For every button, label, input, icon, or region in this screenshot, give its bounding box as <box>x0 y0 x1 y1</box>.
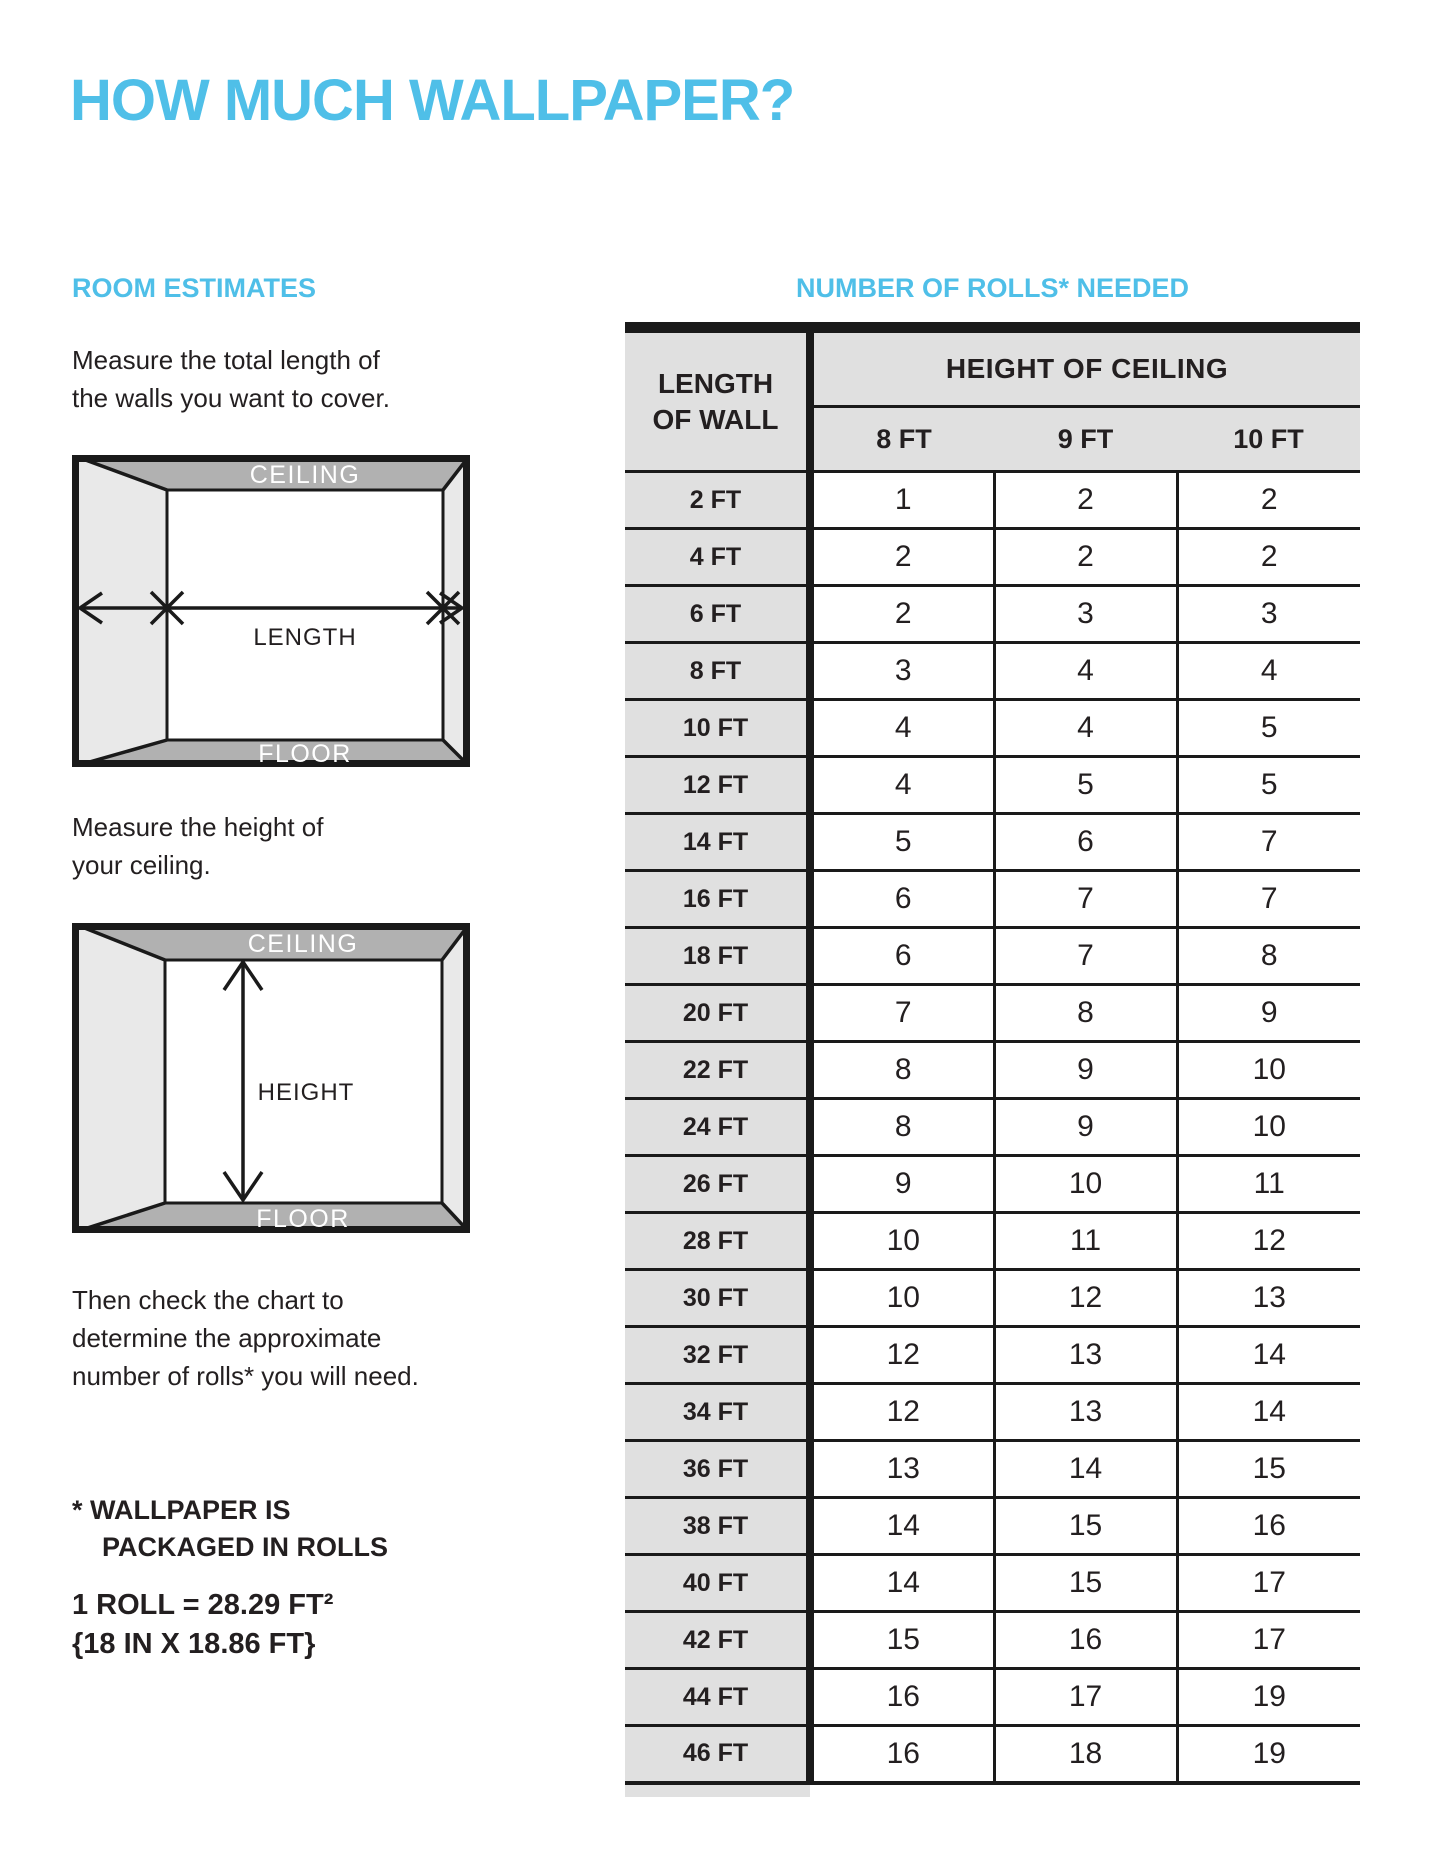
column-header-10ft: 10 FT <box>1177 407 1360 472</box>
row-label: 28 FT <box>625 1213 810 1270</box>
roll-count-cell: 4 <box>994 700 1177 757</box>
roll-size-info: 1 ROLL = 28.29 FT² {18 IN X 18.86 FT} <box>72 1589 334 1660</box>
row-label: 4 FT <box>625 529 810 586</box>
row-label: 40 FT <box>625 1555 810 1612</box>
roll-count-cell: 16 <box>810 1669 994 1726</box>
roll-count-cell: 14 <box>1177 1327 1360 1384</box>
table-row <box>625 586 1360 643</box>
room-estimates-heading: ROOM ESTIMATES <box>72 273 317 303</box>
row-label: 30 FT <box>625 1270 810 1327</box>
rolls-table-body <box>625 472 1360 1783</box>
table-row <box>625 1099 1360 1156</box>
column-header-8ft: 8 FT <box>810 407 994 472</box>
roll-count-cell: 16 <box>810 1726 994 1783</box>
roll-count-cell: 3 <box>810 643 994 700</box>
table-row <box>625 757 1360 814</box>
table-row <box>625 1384 1360 1441</box>
step3-text: Then check the chart to determine the approximate number of rolls* you will need. <box>72 1285 419 1391</box>
table-top-bar <box>625 322 1360 333</box>
roll-count-cell: 2 <box>810 529 994 586</box>
table-row <box>625 1441 1360 1498</box>
roll-count-cell: 2 <box>810 586 994 643</box>
roll-count-cell: 17 <box>1177 1612 1360 1669</box>
row-label: 34 FT <box>625 1384 810 1441</box>
roll-count-cell: 9 <box>1177 985 1360 1042</box>
table-row <box>625 871 1360 928</box>
table-row <box>625 1555 1360 1612</box>
table-row <box>625 928 1360 985</box>
table-row <box>625 472 1360 529</box>
roll-count-cell: 19 <box>1177 1726 1360 1783</box>
roll-count-cell: 12 <box>1177 1213 1360 1270</box>
roll-count-cell: 7 <box>1177 814 1360 871</box>
roll-count-cell: 2 <box>1177 472 1360 529</box>
roll-count-cell: 4 <box>810 757 994 814</box>
table-row <box>625 643 1360 700</box>
ceiling-label: CEILING <box>249 461 361 489</box>
table-row <box>625 1270 1360 1327</box>
roll-count-cell: 12 <box>810 1384 994 1441</box>
table-row <box>625 1327 1360 1384</box>
row-label: 44 FT <box>625 1669 810 1726</box>
row-label: 8 FT <box>625 643 810 700</box>
roll-count-cell: 10 <box>810 1270 994 1327</box>
roll-count-cell: 10 <box>994 1156 1177 1213</box>
table-row <box>625 700 1360 757</box>
roll-count-cell: 1 <box>810 472 994 529</box>
row-label: 22 FT <box>625 1042 810 1099</box>
roll-count-cell: 9 <box>994 1042 1177 1099</box>
roll-count-cell: 14 <box>1177 1384 1360 1441</box>
roll-count-cell: 10 <box>1177 1042 1360 1099</box>
roll-count-cell: 12 <box>810 1327 994 1384</box>
roll-count-cell: 5 <box>1177 700 1360 757</box>
row-label: 6 FT <box>625 586 810 643</box>
roll-count-cell: 19 <box>1177 1669 1360 1726</box>
roll-count-cell: 10 <box>810 1213 994 1270</box>
roll-count-cell: 8 <box>994 985 1177 1042</box>
table-row <box>625 814 1360 871</box>
roll-count-cell: 16 <box>994 1612 1177 1669</box>
roll-count-cell: 8 <box>810 1099 994 1156</box>
roll-count-cell: 3 <box>994 586 1177 643</box>
row-label: 24 FT <box>625 1099 810 1156</box>
row-label: 14 FT <box>625 814 810 871</box>
roll-count-cell: 7 <box>1177 871 1360 928</box>
roll-count-cell: 5 <box>994 757 1177 814</box>
table-row <box>625 1042 1360 1099</box>
roll-count-cell: 7 <box>994 871 1177 928</box>
roll-count-cell: 13 <box>994 1384 1177 1441</box>
roll-count-cell: 7 <box>810 985 994 1042</box>
roll-count-cell: 4 <box>810 700 994 757</box>
roll-count-cell: 13 <box>1177 1270 1360 1327</box>
page-title: HOW MUCH WALLPAPER? <box>70 68 795 133</box>
row-label: 18 FT <box>625 928 810 985</box>
roll-count-cell: 14 <box>994 1441 1177 1498</box>
step1-text: Measure the total length of the walls you want to cover. <box>72 345 390 413</box>
table-row <box>625 1669 1360 1726</box>
roll-count-cell: 8 <box>810 1042 994 1099</box>
roll-count-cell: 7 <box>994 928 1177 985</box>
roll-count-cell: 15 <box>810 1612 994 1669</box>
table-row <box>625 985 1360 1042</box>
row-label: 36 FT <box>625 1441 810 1498</box>
row-label: 32 FT <box>625 1327 810 1384</box>
floor-label: FLOOR <box>256 1205 350 1233</box>
step2-text: Measure the height of your ceiling. <box>72 812 324 880</box>
roll-count-cell: 5 <box>1177 757 1360 814</box>
row-label: 16 FT <box>625 871 810 928</box>
roll-count-cell: 11 <box>994 1213 1177 1270</box>
column-header-9ft: 9 FT <box>994 407 1177 472</box>
table-row <box>625 1213 1360 1270</box>
roll-count-cell: 4 <box>994 643 1177 700</box>
height-label: HEIGHT <box>257 1079 355 1106</box>
rolls-table-area <box>625 322 1360 1797</box>
roll-count-cell: 3 <box>1177 586 1360 643</box>
roll-count-cell: 2 <box>994 472 1177 529</box>
roll-count-cell: 15 <box>994 1555 1177 1612</box>
roll-count-cell: 6 <box>810 928 994 985</box>
height-diagram <box>72 923 470 1233</box>
roll-count-cell: 8 <box>1177 928 1360 985</box>
table-row <box>625 1498 1360 1555</box>
table-gray-tail <box>625 1785 810 1797</box>
roll-count-cell: 12 <box>994 1270 1177 1327</box>
rolls-needed-heading: NUMBER OF ROLLS* NEEDED <box>795 273 1190 303</box>
roll-count-cell: 14 <box>810 1555 994 1612</box>
table-row <box>625 1156 1360 1213</box>
roll-count-cell: 16 <box>1177 1498 1360 1555</box>
table-row <box>625 1726 1360 1783</box>
roll-count-cell: 11 <box>1177 1156 1360 1213</box>
row-label: 42 FT <box>625 1612 810 1669</box>
roll-count-cell: 4 <box>1177 643 1360 700</box>
roll-count-cell: 13 <box>994 1327 1177 1384</box>
row-header-length-of-wall: LENGTH OF WALL <box>625 333 810 472</box>
roll-count-cell: 2 <box>1177 529 1360 586</box>
roll-count-cell: 6 <box>810 871 994 928</box>
roll-count-cell: 18 <box>994 1726 1177 1783</box>
left-wall <box>72 923 165 1233</box>
table-row <box>625 529 1360 586</box>
row-label: 2 FT <box>625 472 810 529</box>
roll-count-cell: 17 <box>994 1669 1177 1726</box>
roll-count-cell: 13 <box>810 1441 994 1498</box>
roll-count-cell: 9 <box>994 1099 1177 1156</box>
roll-count-cell: 9 <box>810 1156 994 1213</box>
rolls-footnote: * WALLPAPER IS PACKAGED IN ROLLS <box>72 1495 389 1562</box>
table-row <box>625 1612 1360 1669</box>
floor-label: FLOOR <box>258 740 352 767</box>
row-label: 38 FT <box>625 1498 810 1555</box>
row-label: 46 FT <box>625 1726 810 1783</box>
row-label: 20 FT <box>625 985 810 1042</box>
roll-count-cell: 10 <box>1177 1099 1360 1156</box>
rolls-table <box>625 333 1360 1785</box>
back-wall <box>167 490 443 740</box>
row-label: 26 FT <box>625 1156 810 1213</box>
length-label: LENGTH <box>253 624 357 651</box>
column-group-header-height-of-ceiling: HEIGHT OF CEILING <box>810 333 1360 407</box>
roll-count-cell: 5 <box>810 814 994 871</box>
roll-count-cell: 15 <box>994 1498 1177 1555</box>
row-label: 10 FT <box>625 700 810 757</box>
row-label: 12 FT <box>625 757 810 814</box>
roll-count-cell: 14 <box>810 1498 994 1555</box>
length-diagram <box>72 455 470 767</box>
roll-count-cell: 17 <box>1177 1555 1360 1612</box>
roll-count-cell: 6 <box>994 814 1177 871</box>
roll-count-cell: 2 <box>994 529 1177 586</box>
ceiling-label: CEILING <box>247 930 359 958</box>
roll-count-cell: 15 <box>1177 1441 1360 1498</box>
